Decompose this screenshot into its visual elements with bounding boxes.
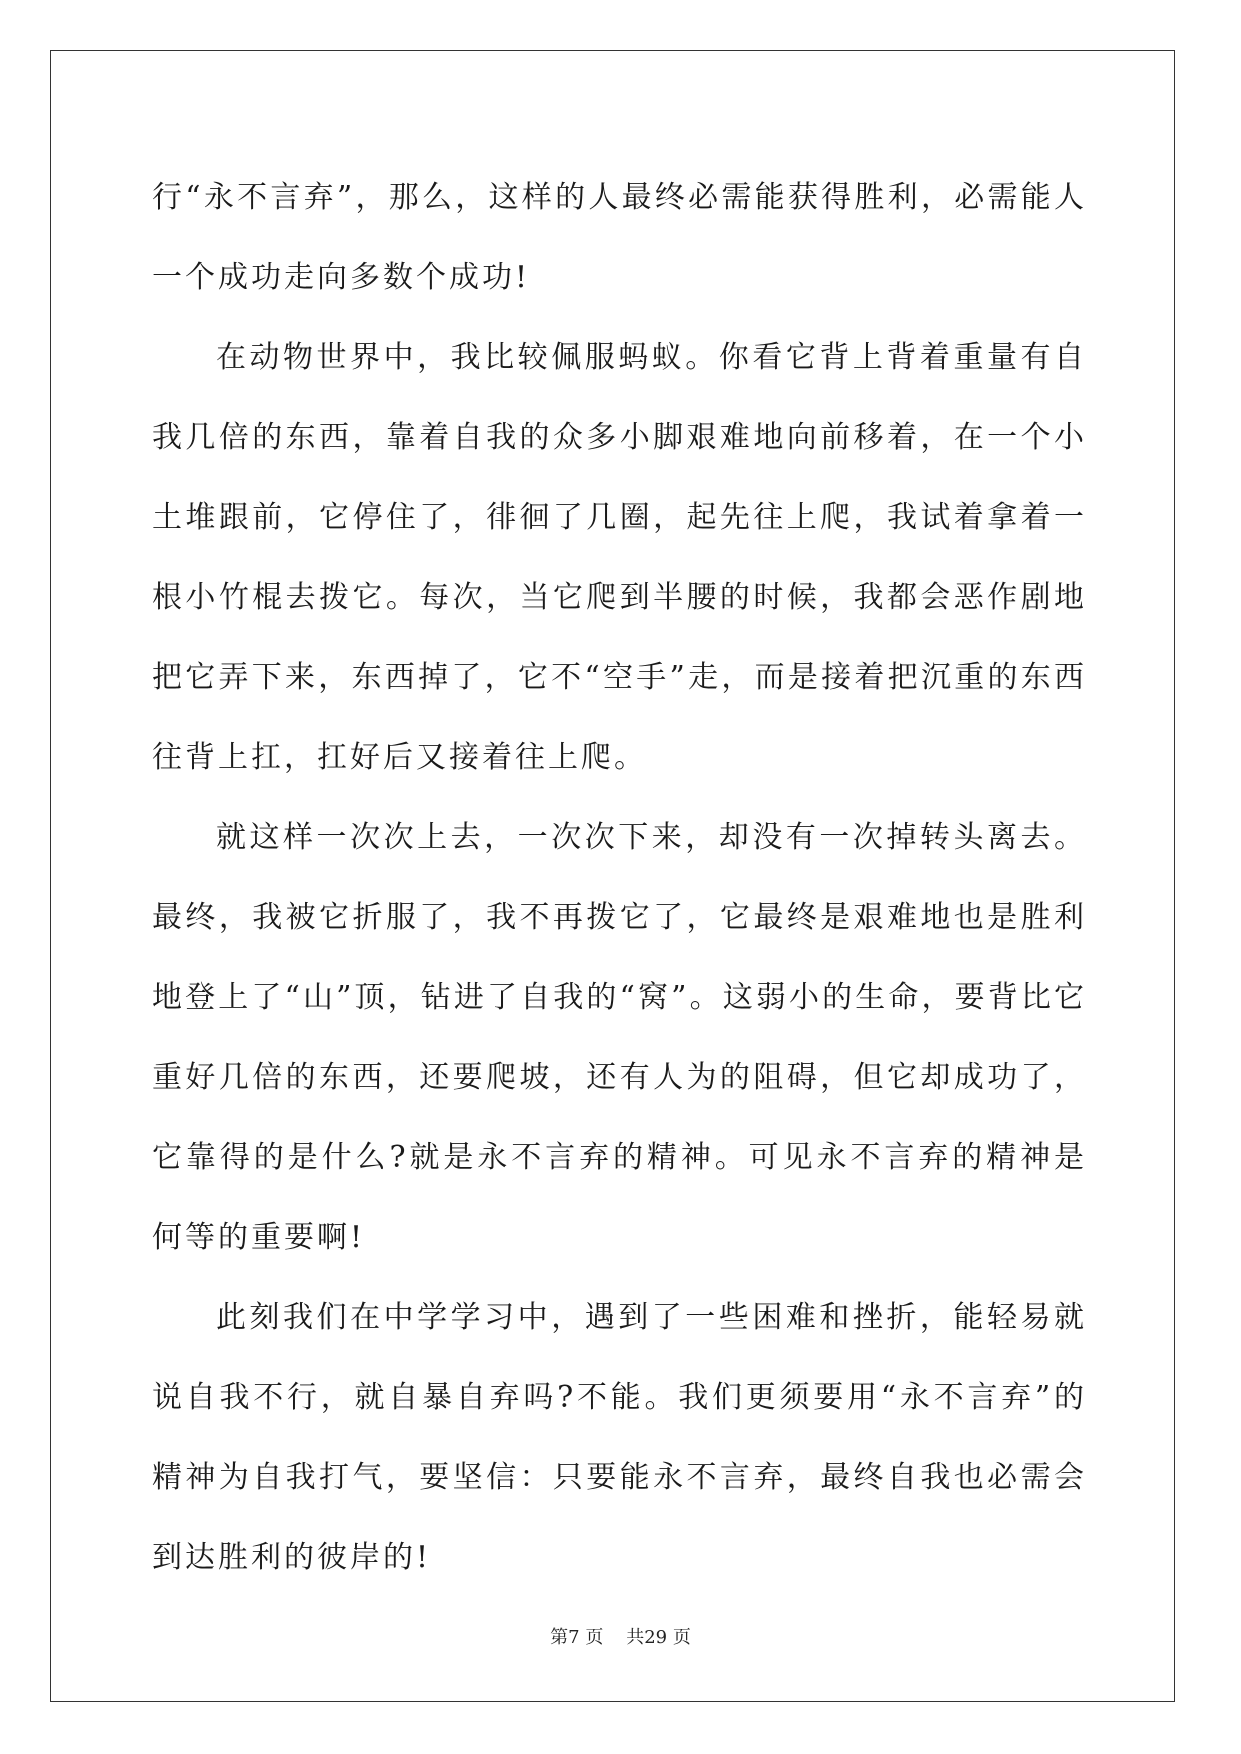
paragraph-4: 此刻我们在中学学习中，遇到了一些困难和挫折，能轻易就说自我不行，就自暴自弃吗?不能。我们更须要用“永不言弃”的精神为自我打气，要坚信：只要能永不言弃，最终自我也必需会到达胜利的彼岸的!: [152, 1300, 1087, 1575]
document-body: [152, 158, 1087, 1598]
footer-total-suffix: 页: [672, 1627, 691, 1648]
page-footer: [0, 1623, 1241, 1649]
total-pages: 29: [644, 1627, 668, 1648]
footer-total-prefix: 共: [626, 1627, 645, 1648]
page-number: 7: [568, 1627, 580, 1648]
footer-page-suffix: 页: [585, 1627, 604, 1648]
paragraph-1: 行“永不言弃”，那么，这样的人最终必需能获得胜利，必需能人一个成功走向多数个成功!: [152, 180, 1087, 295]
paragraph-3: 就这样一次次上去，一次次下来，却没有一次掉转头离去。最终，我被它折服了，我不再拨它了，它最终是艰难地也是胜利地登上了“山”顶，钻进了自我的“窝”。这弱小的生命，要背比它重好几倍的东西，还要爬坡，还有人为的阻碍，但它却成功了，它靠得的是什么?就是永不言弃的精神。可见永不言弃的精神是何等的重要啊!: [152, 820, 1087, 1255]
paragraph-2: 在动物世界中，我比较佩服蚂蚁。你看它背上背着重量有自我几倍的东西，靠着自我的众多小脚艰难地向前移着，在一个小土堆跟前，它停住了，徘徊了几圈，起先往上爬，我试着拿着一根小竹棍去拨它。每次，当它爬到半腰的时候，我都会恶作剧地把它弄下来，东西掉了，它不“空手”走，而是接着把沉重的东西往背上扛，扛好后又接着往上爬。: [152, 340, 1087, 775]
footer-prefix: 第: [550, 1627, 569, 1648]
